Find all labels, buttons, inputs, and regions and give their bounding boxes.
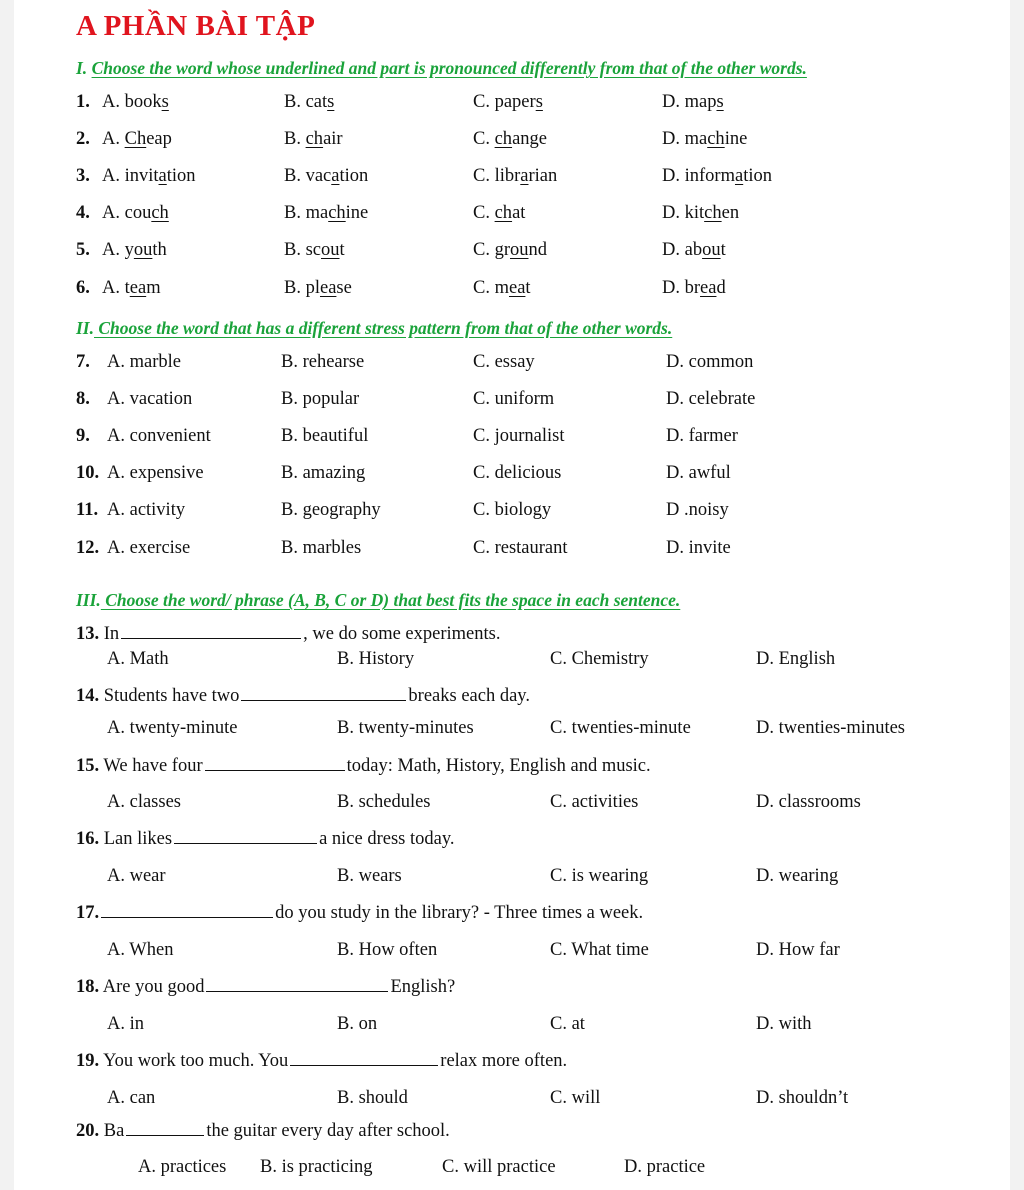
answer-option: A. vacation [107,389,193,409]
answer-option [473,240,547,261]
option-text: B. [284,129,306,149]
question-text [76,1051,567,1072]
section-3-heading [76,590,680,611]
underlined-segment: a [734,166,744,186]
option-text: m [146,278,161,298]
section-1-prefix: I. [76,58,88,78]
question-stem: , we do some experiments. [303,624,501,644]
option-text: th [152,240,167,260]
answer-option: D. with [756,1014,812,1034]
answer-option [284,166,368,187]
question-text [76,756,651,777]
option-text: D. map [662,92,717,112]
answer-option [662,166,772,187]
answer-blank [290,1051,438,1066]
page-title: A PHẦN BÀI TẬP [76,10,316,42]
section-3-text: Choose the word/ phrase (A, B, C or D) that best fits the space in each sentence. [100,590,681,610]
section-1-heading [76,58,807,79]
answer-option [473,203,525,224]
answer-option [284,240,345,261]
option-text: ange [512,129,547,149]
section-1-text: Choose the word whose underlined and part is pronounced differently from that of the other words. [91,58,807,78]
question-number: 4. [76,203,90,223]
question-number: 18. [76,977,100,997]
answer-option: B. How often [337,940,438,960]
answer-option: A. exercise [107,538,191,558]
question-text [76,1121,450,1142]
option-text: nd [528,240,547,260]
answer-option: B. should [337,1088,408,1108]
underlined-segment: ou [133,240,153,260]
answer-option: D. How far [756,940,840,960]
question-stem: breaks each day. [408,686,530,706]
option-text: D. ab [662,240,703,260]
option-text: D. br [662,278,701,298]
question-text [76,624,500,645]
answer-option: D. twenties-minutes [756,718,906,738]
answer-option: D. wearing [756,866,839,886]
answer-option: B. wears [337,866,402,886]
option-text: A. cou [102,203,152,223]
question-number: 8. [76,389,90,409]
answer-blank [241,686,406,701]
answer-option: B. twenty-minutes [337,718,474,738]
answer-blank [206,977,388,992]
answer-option [473,129,547,150]
question-stem: a nice dress today. [319,829,455,849]
question-number: 20. [76,1121,100,1141]
answer-option: A. can [107,1088,156,1108]
answer-option [102,129,172,150]
question-number: 10. [76,463,100,483]
option-text: A. t [102,278,130,298]
answer-option: C. Chemistry [550,649,649,669]
question-number: 17. [76,903,100,923]
question-number: 16. [76,829,100,849]
answer-option: D. classrooms [756,792,861,812]
answer-option: C. twenties-minute [550,718,691,738]
underlined-segment: ch [494,129,513,149]
answer-option: C. journalist [473,426,565,446]
question-stem: English? [390,977,456,997]
answer-option [102,278,161,299]
question-stem: In [99,624,120,644]
answer-option: B. geography [281,500,381,520]
option-text: B. ma [284,203,329,223]
question-stem: the guitar every day after school. [206,1121,450,1141]
question-number: 5. [76,240,90,260]
option-text: t [525,278,531,298]
section-2-text: Choose the word that has a different stress pattern from that of the other words. [94,318,673,338]
question-number: 1. [76,92,90,112]
underlined-segment: s [716,92,724,112]
answer-option: C. restaurant [473,538,568,558]
option-text: C. m [473,278,509,298]
question-text [76,977,455,998]
answer-option [662,92,724,113]
option-text: ine [724,129,748,149]
underlined-segment: ch [151,203,169,223]
answer-option: C. biology [473,500,552,520]
answer-option: B. on [337,1014,378,1034]
option-text: tion [166,166,196,186]
question-text [76,903,643,924]
answer-option: C. essay [473,352,535,372]
answer-option: D. awful [666,463,731,483]
answer-option [284,278,352,299]
underlined-segment: ch [704,203,722,223]
underlined-segment: s [327,92,335,112]
answer-option [102,92,169,113]
answer-option: C. What time [550,940,649,960]
option-text: A. y [102,240,134,260]
answer-option: B. schedules [337,792,431,812]
section-3-prefix: III. [76,590,101,610]
answer-option: D. English [756,649,836,669]
option-text: B. cat [284,92,328,112]
question-number: 11. [76,500,99,520]
underlined-segment: a [331,166,340,186]
answer-option [284,92,334,113]
option-text: C. [473,129,495,149]
answer-option: B. is practicing [260,1157,373,1177]
option-text: C. libr [473,166,521,186]
question-text [76,829,455,850]
option-text: d [716,278,726,298]
question-number: 13. [76,624,100,644]
underlined-segment: ea [700,278,717,298]
underlined-segment: ch [494,203,513,223]
question-number: 6. [76,278,90,298]
answer-blank [101,903,273,918]
answer-option: A. Math [107,649,169,669]
option-text: B. sc [284,240,321,260]
section-2-heading [76,318,672,339]
question-number: 14. [76,686,100,706]
question-stem: do you study in the library? - Three times a week. [275,903,644,923]
answer-option: A. wear [107,866,166,886]
answer-option: C. uniform [473,389,555,409]
answer-option [473,278,531,299]
underlined-segment: ea [319,278,337,298]
underlined-segment: s [161,92,169,112]
option-text: D. ma [662,129,708,149]
option-text: D. inform [662,166,735,186]
underlined-segment: ea [508,278,526,298]
answer-option: B. rehearse [281,352,365,372]
question-number: 15. [76,756,100,776]
underlined-segment: ea [129,278,147,298]
answer-option [284,203,368,224]
option-text: eap [146,129,172,149]
option-text: at [512,203,526,223]
section-2-prefix: II. [76,318,94,338]
option-text: tion [743,166,772,186]
question-number: 12. [76,538,100,558]
answer-option: A. convenient [107,426,211,446]
answer-option: A. classes [107,792,181,812]
answer-option: B. amazing [281,463,366,483]
option-text: se [336,278,352,298]
answer-option [662,129,747,150]
underlined-segment: ou [702,240,721,260]
answer-option [102,166,196,187]
underlined-segment: a [520,166,529,186]
option-text: A. [102,129,125,149]
question-stem: Students have two [99,686,240,706]
question-stem: Ba [99,1121,125,1141]
question-number: 3. [76,166,90,186]
option-text: C. gr [473,240,510,260]
underlined-segment: ch [707,129,725,149]
answer-option: C. activities [550,792,639,812]
option-text: en [721,203,740,223]
question-text [76,686,530,707]
answer-option [662,240,726,261]
question-number: 19. [76,1051,100,1071]
option-text: air [323,129,343,149]
option-text: tion [339,166,369,186]
answer-option: D. celebrate [666,389,756,409]
option-text: A. book [102,92,162,112]
answer-option: B. marbles [281,538,362,558]
option-text: ine [345,203,369,223]
option-text: B. pl [284,278,320,298]
answer-option: B. popular [281,389,360,409]
answer-option [473,92,543,113]
answer-option [662,278,726,299]
underlined-segment: ou [321,240,340,260]
answer-option: A. When [107,940,174,960]
answer-option: A. marble [107,352,181,372]
answer-option: D. invite [666,538,731,558]
question-stem: today: Math, History, English and music. [346,756,651,776]
option-text: t [720,240,726,260]
answer-option: B. History [337,649,415,669]
question-stem: Lan likes [99,829,173,849]
option-text: t [339,240,345,260]
answer-option: C. will practice [442,1157,556,1177]
underlined-segment: s [535,92,543,112]
option-text: C. [473,203,495,223]
answer-blank [174,829,317,844]
answer-option: D. farmer [666,426,738,446]
answer-option: C. will [550,1088,601,1108]
answer-option: A. activity [107,500,186,520]
answer-option: A. practices [138,1157,227,1177]
question-stem: Are you good [99,977,205,997]
answer-option: D. shouldn’t [756,1088,849,1108]
answer-option [284,129,343,150]
option-text: B. vac [284,166,332,186]
answer-option: C. is wearing [550,866,649,886]
answer-option: D. common [666,352,754,372]
answer-blank [126,1121,204,1136]
answer-option [102,203,169,224]
answer-option: C. at [550,1014,585,1034]
answer-option: A. expensive [107,463,204,483]
underlined-segment: ou [510,240,529,260]
underlined-segment: ch [328,203,346,223]
answer-option: B. beautiful [281,426,369,446]
underlined-segment: a [158,166,167,186]
underlined-segment: ch [305,129,324,149]
answer-option: A. twenty-minute [107,718,238,738]
answer-option: D .noisy [666,500,729,520]
option-text: D. kit [662,203,705,223]
answer-option [662,203,739,224]
question-number: 7. [76,352,90,372]
answer-blank [205,756,345,771]
answer-option [473,166,557,187]
question-number: 2. [76,129,90,149]
underlined-segment: Ch [124,129,147,149]
answer-blank [121,624,301,639]
question-number: 9. [76,426,90,446]
question-stem: relax more often. [440,1051,568,1071]
question-stem: You work too much. You [99,1051,289,1071]
option-text: A. invit [102,166,159,186]
option-text: C. paper [473,92,536,112]
option-text: rian [528,166,558,186]
question-stem: We have four [99,756,203,776]
answer-option: A. in [107,1014,144,1034]
answer-option: C. delicious [473,463,562,483]
answer-option: D. practice [624,1157,706,1177]
answer-option [102,240,167,261]
